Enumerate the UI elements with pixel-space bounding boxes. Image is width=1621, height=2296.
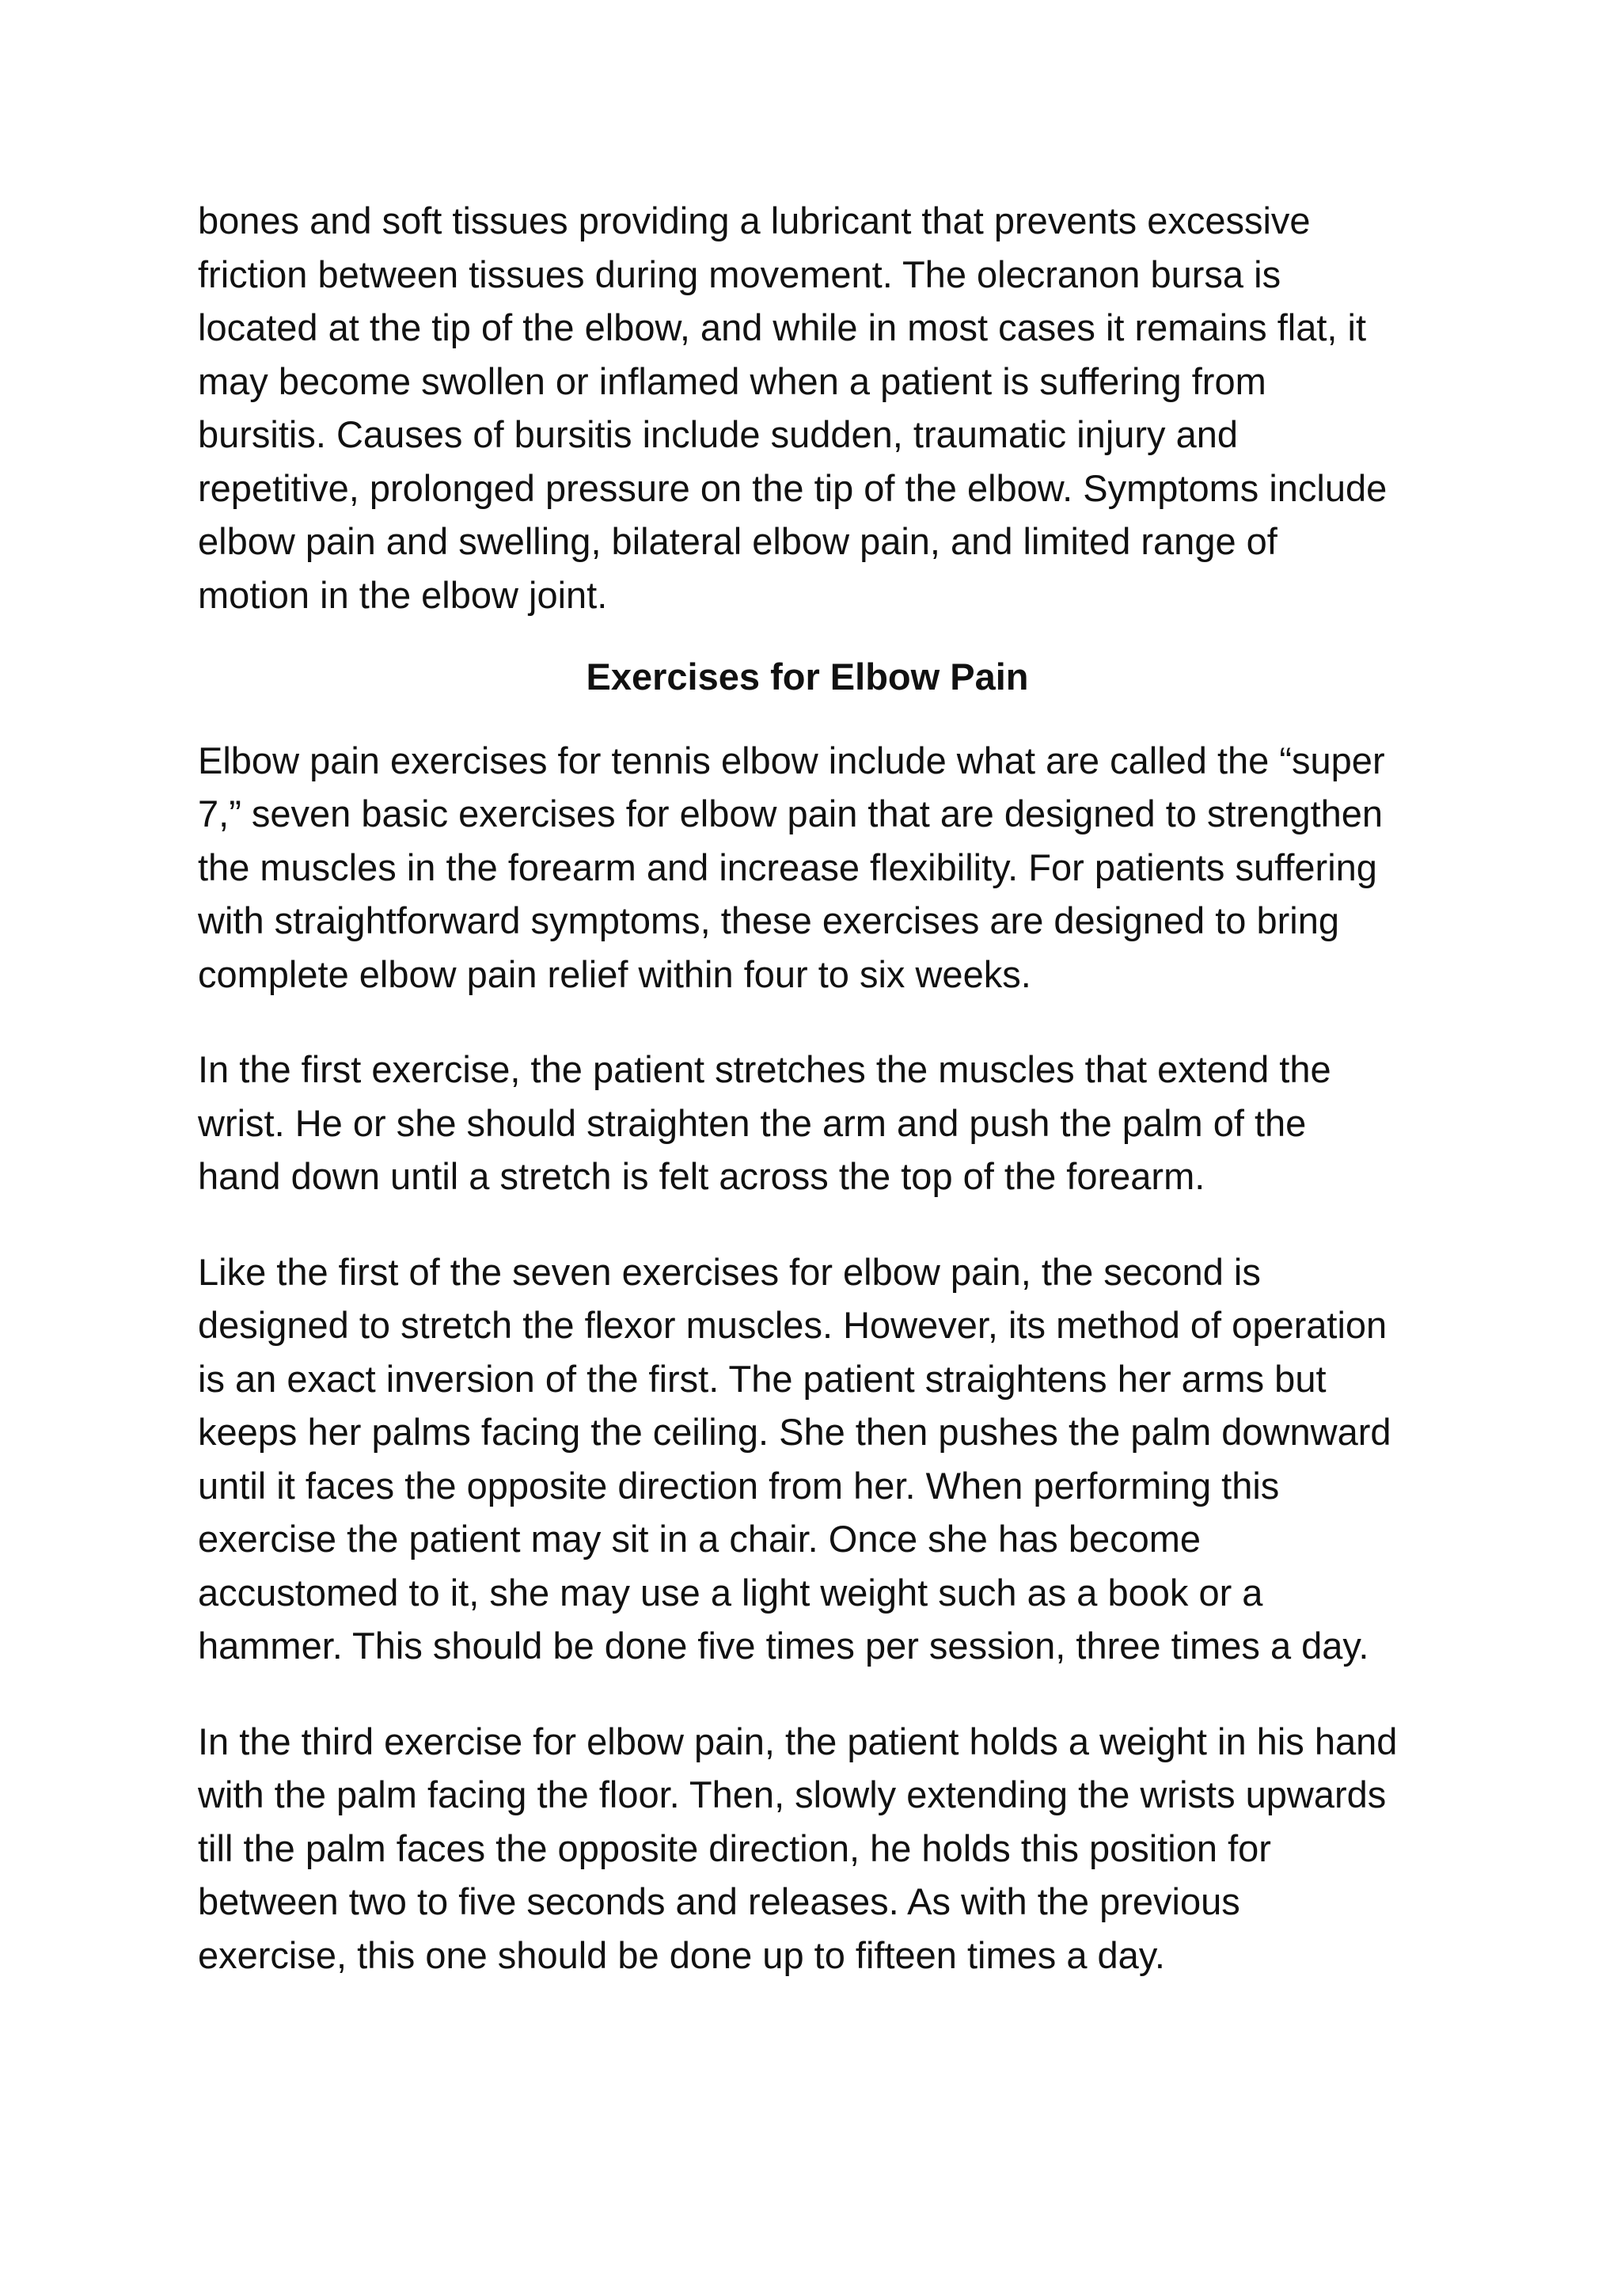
text-line: located at the tip of the elbow, and while in most cases it remains flat, it — [198, 306, 1367, 348]
text-line: friction between tissues during movement. The olecranon bursa is — [198, 253, 1281, 295]
text-line: with the palm facing the floor. Then, slowly extending the wrists upwards — [198, 1773, 1387, 1815]
intro-paragraph — [198, 194, 1448, 622]
text-line: exercise the patient may sit in a chair. Once she has become — [198, 1518, 1202, 1560]
text-line: Like the first of the seven exercises for elbow pain, the second is — [198, 1250, 1261, 1293]
text-line: may become swollen or inflamed when a patient is suffering from — [198, 359, 1266, 402]
text-line: designed to stretch the flexor muscles. However, its method of operation — [198, 1304, 1388, 1346]
text-line: repetitive, prolonged pressure on the tip of the elbow. Symptoms include — [198, 466, 1388, 509]
text-line: with straightforward symptoms, these exercises are designed to bring — [198, 899, 1339, 941]
text-line: is an exact inversion of the first. The patient straightens her arms but — [198, 1357, 1327, 1400]
text-line: In the third exercise for elbow pain, the patient holds a weight in his hand — [198, 1720, 1398, 1762]
text-line: 7,” seven basic exercises for elbow pain that are designed to strengthen — [198, 793, 1384, 834]
paragraph-second-exercise — [198, 1245, 1448, 1673]
text-line: hand down until a stretch is felt across the top of the forearm. — [198, 1155, 1205, 1197]
text-line: In the first exercise, the patient stretches the muscles that extend the — [198, 1048, 1331, 1090]
paragraph-third-exercise — [198, 1715, 1448, 1982]
text-line: wrist. He or she should straighten the arm and push the palm of the — [198, 1101, 1307, 1144]
text-line: until it faces the opposite direction from her. When performing this — [198, 1464, 1280, 1507]
text-line: bones and soft tissues providing a lubricant that prevents excessive — [198, 200, 1311, 241]
section-heading: Exercises for Elbow Pain — [586, 656, 1029, 698]
text-line: keeps her palms facing the ceiling. She then pushes the palm downward — [198, 1411, 1391, 1453]
text-line: the muscles in the forearm and increase flexibility. For patients suffering — [198, 846, 1377, 888]
document-body — [198, 194, 1448, 1982]
text-line: bursitis. Causes of bursitis include sudden, traumatic injury and — [198, 413, 1239, 455]
text-line: exercise, this one should be done up to fifteen times a day. — [198, 1933, 1165, 1976]
paragraph-super-7 — [198, 734, 1448, 1002]
text-line: between two to five seconds and releases. As with the previous — [198, 1880, 1240, 1922]
text-line: hammer. This should be done five times per session, three times a day. — [198, 1625, 1369, 1667]
text-line: accustomed to it, she may use a light weight such as a book or a — [198, 1571, 1263, 1614]
text-line: motion in the elbow joint. — [198, 573, 608, 616]
text-line: till the palm faces the opposite direction, he holds this position for — [198, 1827, 1271, 1869]
text-line: Elbow pain exercises for tennis elbow include what are called the “super — [198, 739, 1385, 781]
paragraph-first-exercise — [198, 1043, 1448, 1203]
text-line: complete elbow pain relief within four to six weeks. — [198, 952, 1031, 995]
text-line: elbow pain and swelling, bilateral elbow pain, and limited range of — [198, 520, 1277, 562]
